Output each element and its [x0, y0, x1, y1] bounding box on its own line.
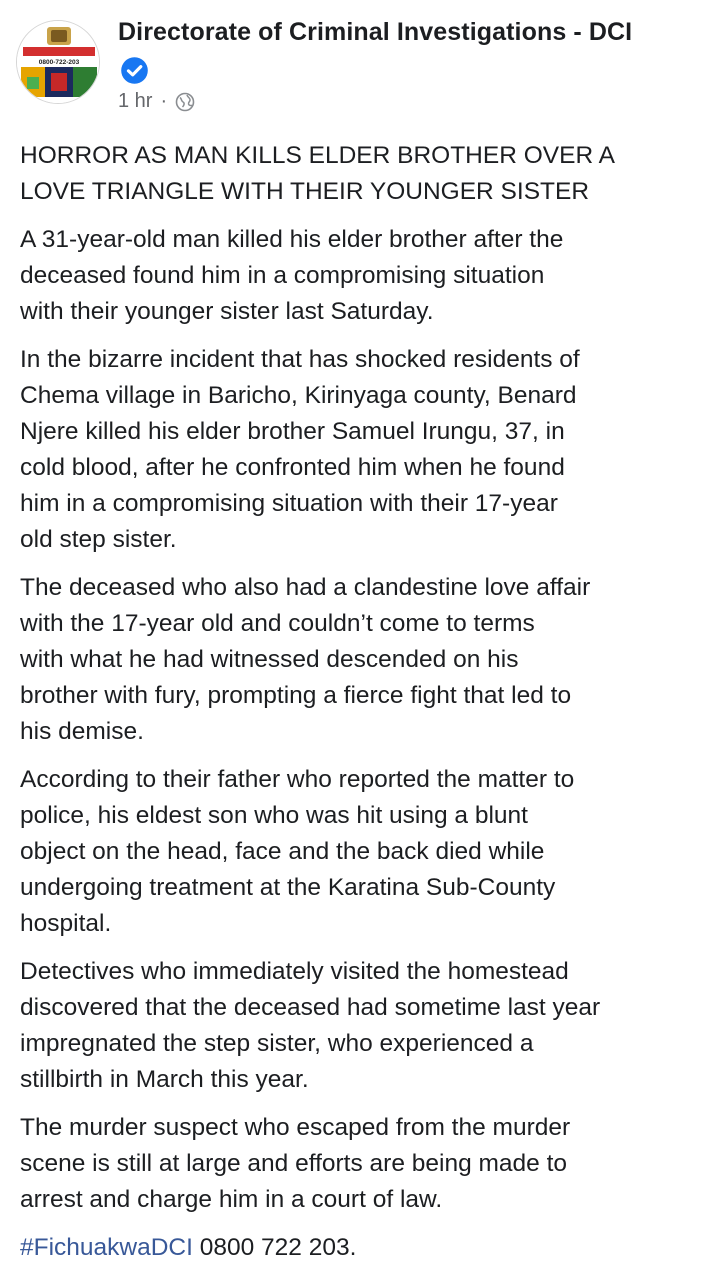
avatar-phone-text: 0800-722-203 [38, 59, 80, 66]
page-name-link[interactable]: Directorate of Criminal Investigations - DCI [118, 18, 633, 46]
post-paragraph [20, 762, 710, 942]
meta-separator: · [160, 90, 168, 112]
text-line: A 31-year-old man killed his elder brother after the [20, 226, 564, 253]
text-line: with their younger sister last Saturday. [20, 298, 434, 325]
text-line: According to their father who reported the matter to [20, 766, 575, 793]
post-paragraph [20, 342, 710, 558]
text-line: old step sister. [20, 526, 177, 553]
text-line: The murder suspect who escaped from the murder [20, 1114, 571, 1141]
post-paragraph [20, 1110, 710, 1218]
post-paragraph [20, 570, 710, 750]
text-line: cold blood, after he confronted him when he found [20, 454, 565, 481]
text-line: The deceased who also had a clandestine love affair [20, 574, 591, 601]
text-line: scene is still at large and efforts are being made to [20, 1150, 568, 1177]
text-line: undergoing treatment at the Karatina Sub-County [20, 874, 556, 901]
text-line: discovered that the deceased had sometime last year [20, 994, 601, 1021]
post-meta [118, 90, 195, 113]
text-line: brother with fury, prompting a fierce fight that led to [20, 682, 572, 709]
post-paragraph [20, 954, 710, 1098]
text-line: deceased found him in a compromising situation [20, 262, 545, 289]
text-line: stillbirth in March this year. [20, 1066, 309, 1093]
verified-badge-icon [120, 56, 149, 85]
globe-icon[interactable] [175, 92, 195, 112]
text-line: impregnated the step sister, who experienced a [20, 1030, 534, 1057]
hotline-number: 0800 722 203. [192, 1234, 357, 1261]
post-text [20, 138, 710, 1278]
hashtag-link[interactable]: #FichuakwaDCI [20, 1234, 193, 1261]
text-line: his demise. [20, 718, 144, 745]
dci-logo-icon [17, 21, 100, 104]
post-paragraph [20, 222, 710, 330]
text-line: In the bizarre incident that has shocked residents of [20, 346, 580, 373]
page-avatar[interactable] [16, 20, 100, 104]
post-header [0, 0, 723, 130]
post-footer-line [20, 1230, 710, 1266]
text-line: LOVE TRIANGLE WITH THEIR YOUNGER SISTER [20, 178, 590, 205]
post-headline [20, 138, 710, 210]
text-line: police, his eldest son who was hit using a blunt [20, 802, 528, 829]
text-line: Chema village in Baricho, Kirinyaga county, Benard [20, 382, 577, 409]
post-timestamp[interactable]: 1 hr [118, 90, 153, 112]
text-line: Njere killed his elder brother Samuel Irungu, 37, in [20, 418, 565, 445]
text-line: hospital. [20, 910, 112, 937]
text-line: him in a compromising situation with their 17-year [20, 490, 558, 517]
text-line: Detectives who immediately visited the homestead [20, 958, 569, 985]
text-line: object on the head, face and the back died while [20, 838, 545, 865]
text-line: with what he had witnessed descended on his [20, 646, 519, 673]
text-line: HORROR AS MAN KILLS ELDER BROTHER OVER A [20, 142, 615, 169]
text-line: arrest and charge him in a court of law. [20, 1186, 443, 1213]
text-line: with the 17-year old and couldn’t come to terms [20, 610, 535, 637]
